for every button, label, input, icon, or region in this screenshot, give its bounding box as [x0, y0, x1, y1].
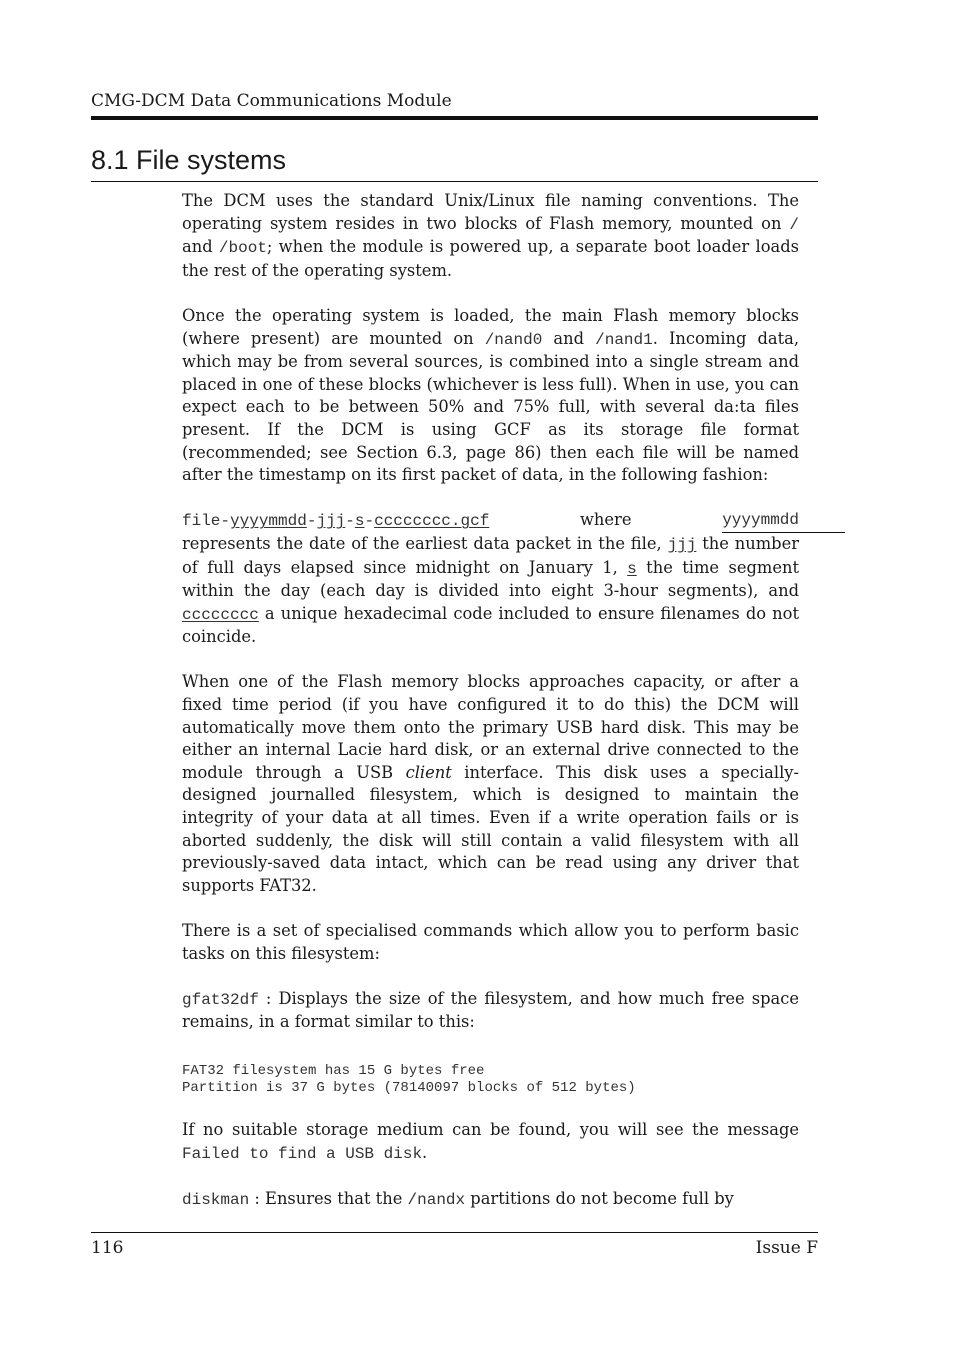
code-line: FAT32 filesystem has 15 G bytes free: [182, 1062, 485, 1079]
code-yyyymmdd: yyyymmdd: [722, 509, 845, 533]
heading-rule: [91, 181, 818, 182]
emphasis-client: client: [405, 762, 452, 782]
paragraph-commands-intro: There is a set of specialised commands which allow you to perform basic tasks on this filesystem:: [182, 921, 799, 963]
section-heading: 8.1 File systems: [91, 145, 287, 175]
code-cccccccc: cccccccc: [182, 605, 259, 624]
filename-pattern: file-yyyymmdd-jjj-s-cccccccc.gcf: [182, 512, 490, 531]
body-text: [182, 190, 799, 1234]
code-s: s: [627, 559, 637, 578]
code-jjj: jjj: [667, 535, 697, 554]
footer-rule: [91, 1232, 818, 1233]
running-header: CMG-DCM Data Communications Module: [91, 91, 452, 111]
header-rule: [91, 116, 818, 120]
paragraph-no-storage: If no suitable storage medium can be found, you will see the message Failed to find a USB disk.: [182, 1120, 799, 1163]
code-nand1: /nand1: [595, 330, 653, 349]
paragraph-usb-disk: When one of the Flash memory blocks approaches capacity, or after a fixed time period (if you have configured it to do this) the DCM will automatically move them onto the primary USB hard disk. This may be either an internal Lacie hard disk, or an external drive connected to the module through a USB client interface. This disk uses a specially-designed journalled filesystem, which is designed to maintain the integrity of your data at all times. Even if a write operation fails or is aborted suddenly, the disk will still contain a valid filesystem with all previously-saved data intact, which can be read using any driver that supports FAT32.: [182, 672, 799, 895]
command-gfat32df: gfat32df: [182, 990, 259, 1009]
page-number: 116: [91, 1238, 124, 1258]
code-boot-path: /boot: [218, 239, 267, 258]
code-line: Partition is 37 G bytes (78140097 blocks of 512 bytes): [182, 1079, 636, 1096]
code-root-path: /: [789, 215, 799, 234]
paragraph-gfat32df: gfat32df : Displays the size of the filesystem, and how much free space remains, in a format similar to this:: [182, 988, 799, 1032]
code-block-output: [182, 1057, 799, 1097]
where-word: where: [580, 510, 632, 530]
code-nandx: /nandx: [407, 1190, 466, 1209]
error-message: Failed to find a USB disk: [182, 1144, 423, 1163]
paragraph-diskman: diskman : Ensures that the /nandx partitions do not become full by: [182, 1188, 734, 1209]
filename-pattern-line: [182, 509, 845, 533]
code-nand0: /nand0: [484, 330, 543, 349]
command-diskman: diskman: [182, 1190, 250, 1209]
issue-label: Issue F: [755, 1238, 818, 1258]
paragraph-flash-blocks: Once the operating system is loaded, the main Flash memory blocks (where present) are mounted on /nand0 and /nand1. Incoming data, which may be from several sources, is combined into a single stream and placed in one of these blocks (whichever is less full). When in use, you can expect each to be between 50% and 75% full, with several da:ta files present. If the DCM is using GCF as its storage file format (recommended; see Section 6.3, page 86) then each file will be named after the timestamp on its first packet of data, in the following fashion:: [182, 305, 800, 485]
paragraph-naming-conventions: The DCM uses the standard Unix/Linux file naming conventions. The operating system resides in two blocks of Flash memory, mounted on / and /boot; when the module is powered up, a separate boot loader loads the rest of the operating system.: [182, 191, 799, 280]
paragraph-file-naming: file-yyyymmdd-jjj-s-cccccccc.gcf where yyyymmdd represents the date of the earliest data packet in the file, jjj the number of full days elapsed since midnight on January 1, s the time segment within the day (each day is divided into eight 3-hour segments), and cccccccc a unique hexadecimal code included to ensure filenames do not coincide.: [182, 509, 799, 649]
